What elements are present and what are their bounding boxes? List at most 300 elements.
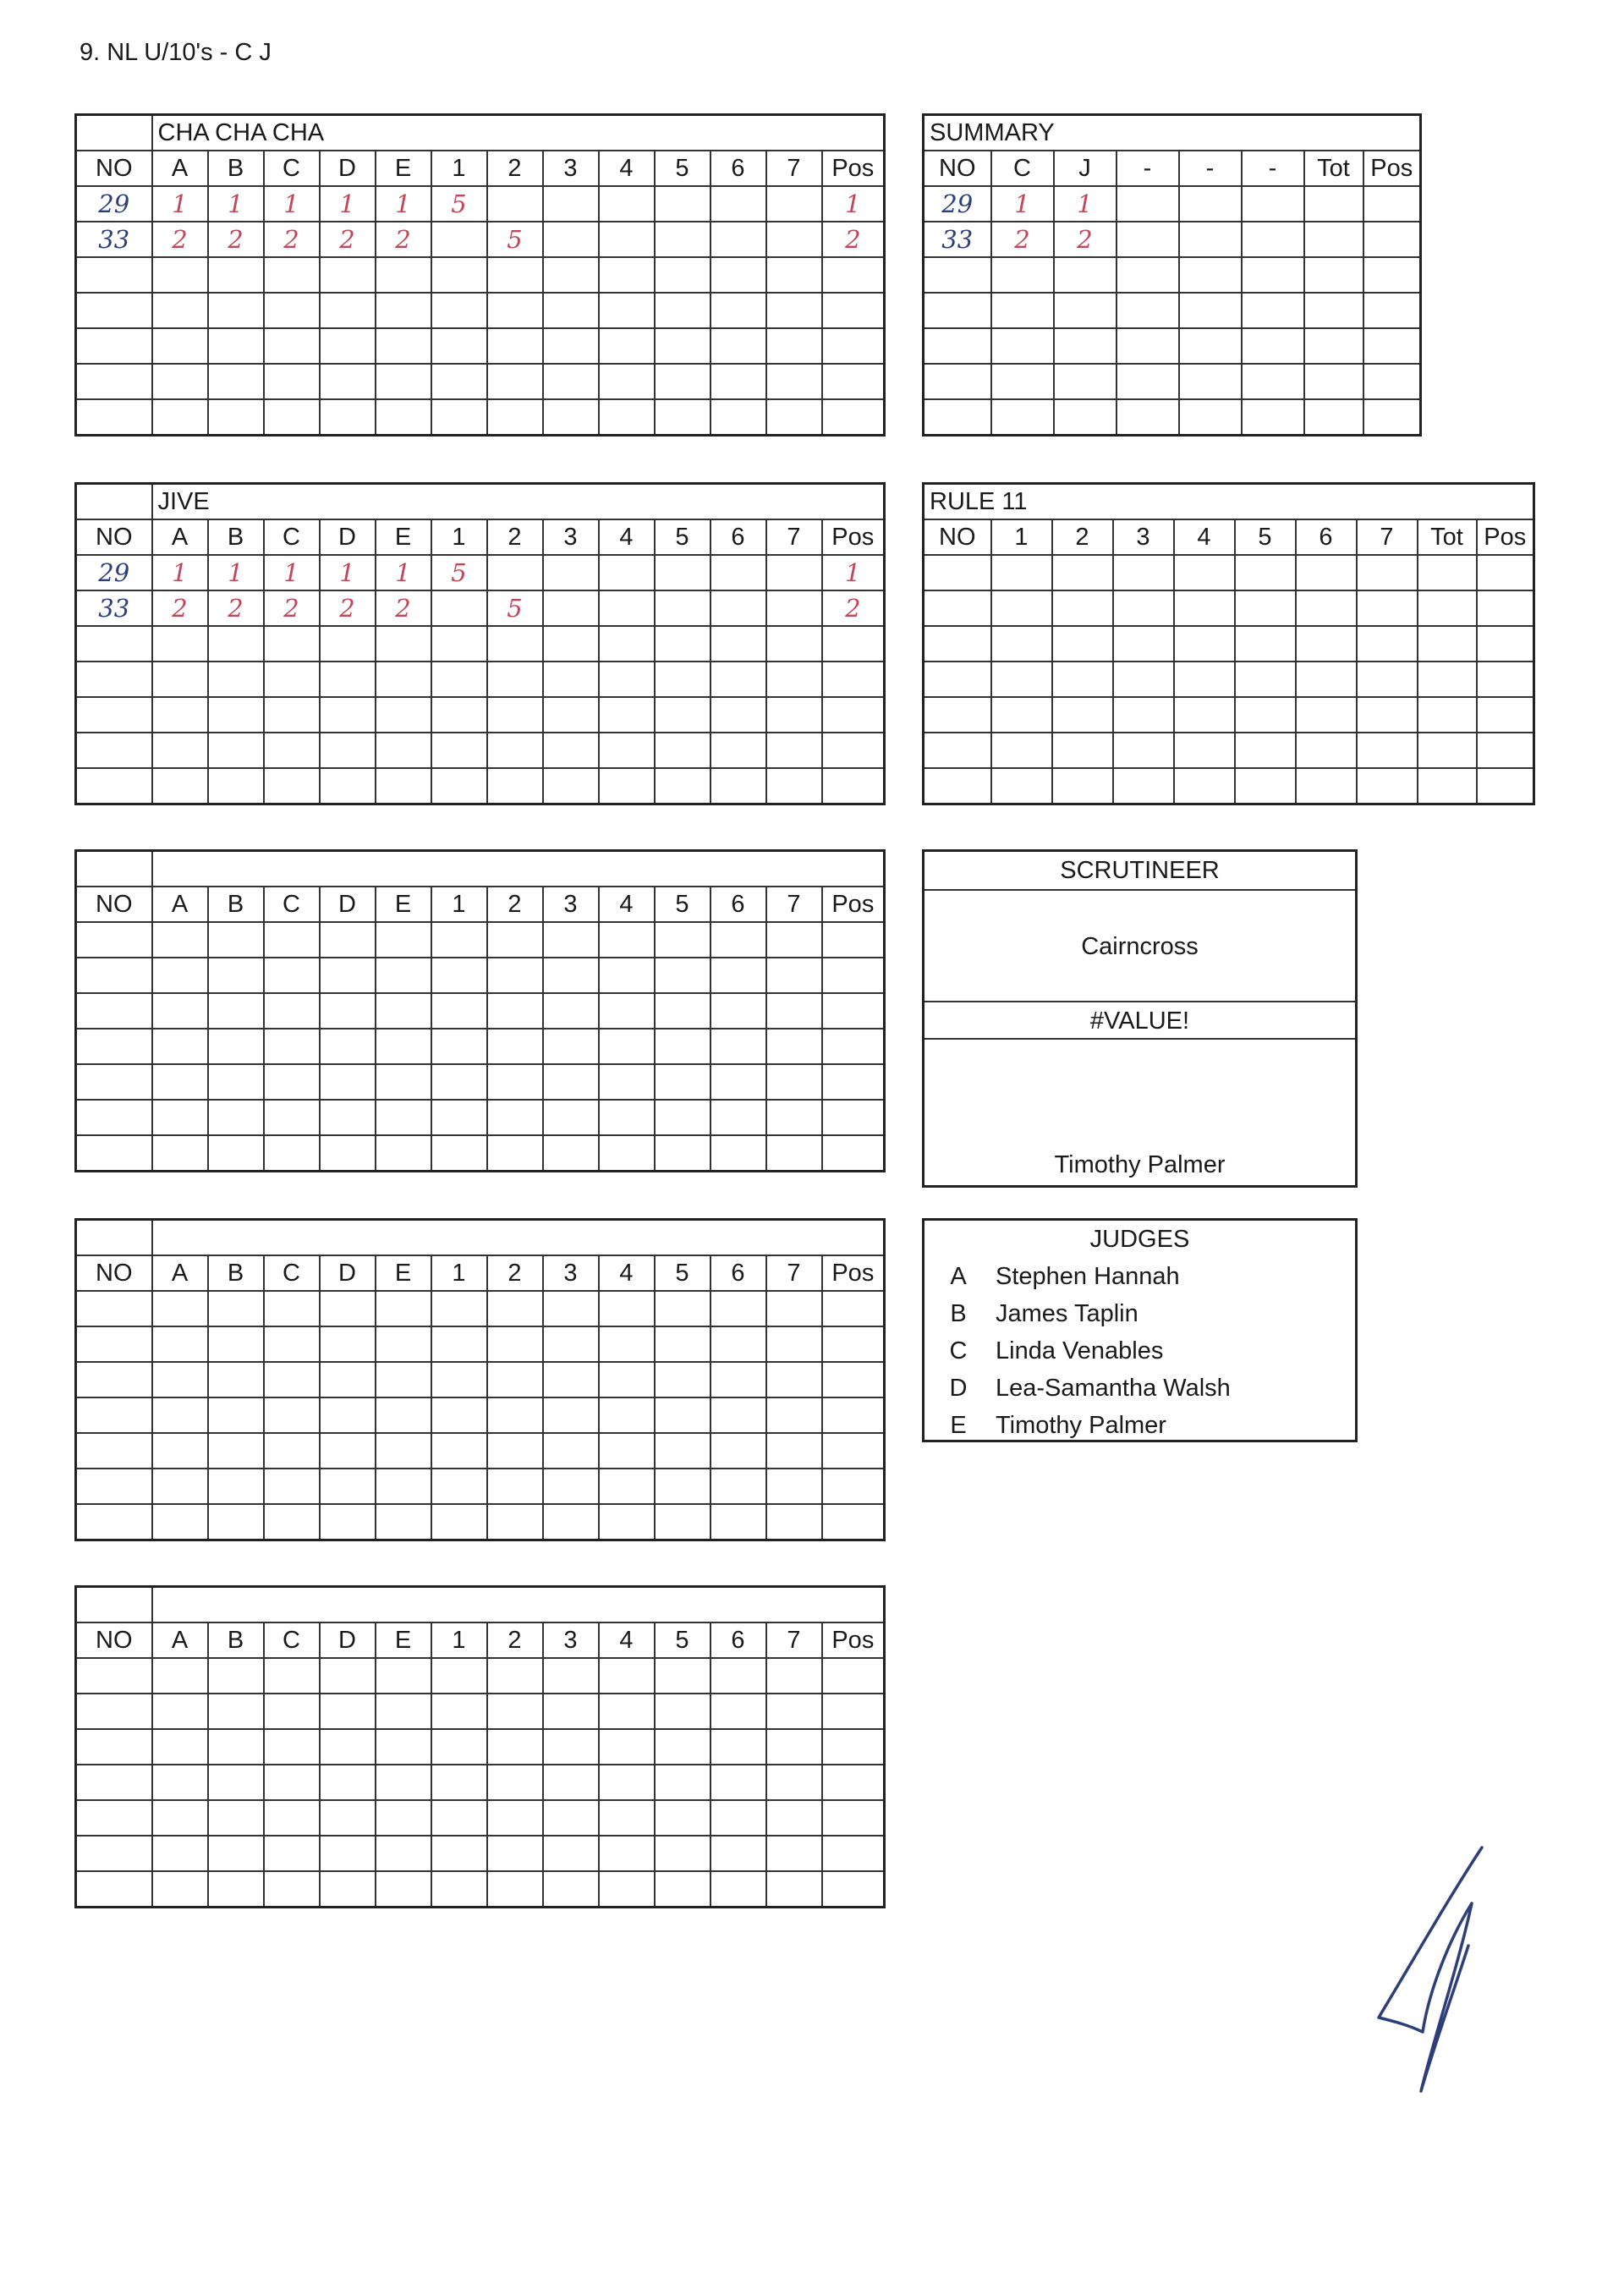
header-cell: Pos (822, 1255, 885, 1291)
score-cell (264, 1694, 320, 1729)
summary-cell (1242, 364, 1304, 399)
score-cell (655, 1836, 710, 1871)
score-cell (76, 662, 152, 697)
table-row (76, 733, 885, 768)
score-cell (376, 1291, 431, 1326)
page-title: 9. NL U/10's - C J (80, 39, 272, 66)
score-cell (655, 186, 710, 222)
table-row (76, 626, 885, 662)
rule11-cell (1052, 697, 1113, 733)
header-cell: A (152, 887, 208, 922)
header-cell: - (1116, 151, 1179, 186)
score-cell (264, 293, 320, 328)
score-cell (264, 626, 320, 662)
header-cell: NO (924, 151, 991, 186)
score-cell (599, 1658, 655, 1694)
score-cell (655, 922, 710, 958)
table-row (924, 222, 1421, 257)
header-cell: 2 (487, 151, 543, 186)
score-cell (599, 1469, 655, 1504)
score-cell (76, 1397, 152, 1433)
score-cell (76, 1871, 152, 1908)
scrutineer-title: SCRUTINEER (924, 852, 1355, 891)
score-cell (76, 1326, 152, 1362)
table-row (76, 328, 885, 364)
rule11-title: RULE 11 (924, 484, 1534, 520)
score-cell (376, 1029, 431, 1064)
summary-cell (1116, 328, 1179, 364)
score-cell (543, 1326, 599, 1362)
score-cell (320, 626, 376, 662)
header-cell: C (264, 1622, 320, 1658)
score-cell (264, 328, 320, 364)
score-cell (710, 590, 766, 626)
score-cell (487, 922, 543, 958)
score-cell (599, 364, 655, 399)
header-cell: D (320, 887, 376, 922)
header-cell: Pos (822, 1622, 885, 1658)
rule11-cell (1113, 626, 1174, 662)
score-cell (655, 662, 710, 697)
score-cell (487, 626, 543, 662)
score-cell (152, 1469, 208, 1504)
score-cell (599, 958, 655, 993)
score-cell (543, 293, 599, 328)
header-cell: E (376, 1255, 431, 1291)
score-cell: 2 (822, 222, 885, 257)
score-cell (76, 1135, 152, 1172)
score-cell (655, 1433, 710, 1469)
score-cell (320, 1729, 376, 1765)
score-cell (431, 1729, 487, 1765)
rule11-title-row (924, 484, 1534, 520)
summary-title: SUMMARY (924, 115, 1421, 151)
score-cell (264, 1836, 320, 1871)
header-cell: 5 (655, 1622, 710, 1658)
score-cell (431, 1765, 487, 1800)
score-cell (487, 768, 543, 804)
score-cell (320, 1362, 376, 1397)
score-cell (152, 1100, 208, 1135)
score-cell (487, 993, 543, 1029)
summary-cell (1363, 186, 1421, 222)
score-cell (320, 697, 376, 733)
score-cell (543, 1504, 599, 1540)
score-cell (766, 626, 822, 662)
header-cell: B (208, 151, 264, 186)
judges-list (924, 1258, 1355, 1444)
score-cell (376, 958, 431, 993)
score-cell (376, 1469, 431, 1504)
scrutineer-box (922, 849, 1358, 1188)
rule11-cell (1418, 697, 1477, 733)
score-cell (487, 697, 543, 733)
score-cell (710, 1433, 766, 1469)
header-cell: D (320, 519, 376, 555)
rule11-cell (1296, 768, 1357, 804)
table-row (76, 1469, 885, 1504)
score-cell (655, 626, 710, 662)
score-cell (431, 222, 487, 257)
rule11-cell (1052, 768, 1113, 804)
score-cell (766, 958, 822, 993)
score-cell (487, 1135, 543, 1172)
score-cell (822, 1836, 885, 1871)
score-cell (543, 697, 599, 733)
score-cell (655, 1029, 710, 1064)
score-cell (376, 733, 431, 768)
score-cell (766, 1397, 822, 1433)
score-cell (208, 1729, 264, 1765)
score-cell (543, 1765, 599, 1800)
score-cell: 1 (376, 186, 431, 222)
score-cell (710, 1800, 766, 1836)
dance-title (152, 1587, 885, 1623)
summary-cell (924, 257, 991, 293)
score-cell (543, 993, 599, 1029)
judges-box (922, 1218, 1358, 1442)
score-cell (264, 1658, 320, 1694)
score-cell (376, 993, 431, 1029)
table-row (924, 626, 1534, 662)
table-row (76, 1397, 885, 1433)
header-cell: 6 (710, 519, 766, 555)
score-cell (710, 768, 766, 804)
score-cell (264, 1326, 320, 1362)
summary-cell (1116, 364, 1179, 399)
table-row (76, 768, 885, 804)
dance-title-spacer (76, 1587, 152, 1623)
score-cell (822, 733, 885, 768)
header-cell: 1 (431, 1622, 487, 1658)
header-cell: 6 (710, 1255, 766, 1291)
header-cell: Tot (1304, 151, 1363, 186)
score-cell (320, 1469, 376, 1504)
score-cell (543, 1694, 599, 1729)
table-row (924, 257, 1421, 293)
score-cell (487, 1397, 543, 1433)
score-cell (543, 1397, 599, 1433)
score-cell (766, 1064, 822, 1100)
score-cell (431, 1694, 487, 1729)
judge-name: James Taplin (996, 1300, 1138, 1327)
summary-cell (1179, 293, 1242, 328)
rule11-cell (1235, 662, 1296, 697)
judge-letter: D (949, 1375, 968, 1402)
table-row (924, 186, 1421, 222)
score-cell (543, 222, 599, 257)
header-cell: B (208, 519, 264, 555)
dance-title-spacer (76, 1220, 152, 1256)
score-cell (152, 1326, 208, 1362)
score-cell (822, 1765, 885, 1800)
score-cell (264, 1504, 320, 1540)
score-cell (822, 399, 885, 436)
score-cell (766, 364, 822, 399)
rule11-cell (1113, 768, 1174, 804)
score-cell (655, 222, 710, 257)
header-cell: 2 (487, 519, 543, 555)
score-cell (822, 328, 885, 364)
score-cell (208, 958, 264, 993)
dance-header-row (76, 151, 885, 186)
score-cell (264, 1765, 320, 1800)
rule11-cell (1477, 733, 1534, 768)
score-cell (264, 1871, 320, 1908)
dance-header-row (76, 887, 885, 922)
dance-title-spacer (76, 484, 152, 520)
dance-table (74, 849, 886, 1172)
header-cell: D (320, 1255, 376, 1291)
score-cell (655, 733, 710, 768)
judge-row (924, 1332, 1355, 1370)
score-cell (264, 958, 320, 993)
rule11-cell (1113, 662, 1174, 697)
score-cell: 2 (264, 222, 320, 257)
dance-title-row (76, 851, 885, 887)
score-cell: 1 (264, 555, 320, 590)
score-cell (431, 399, 487, 436)
summary-cell (1242, 222, 1304, 257)
summary-cell (991, 399, 1054, 436)
score-cell (710, 364, 766, 399)
score-cell (431, 1433, 487, 1469)
rule11-cell (1357, 590, 1418, 626)
score-cell (822, 293, 885, 328)
score-cell (208, 1800, 264, 1836)
dance-title (152, 1220, 885, 1256)
score-cell (376, 257, 431, 293)
score-cell (822, 1504, 885, 1540)
rule11-cell (1174, 697, 1235, 733)
score-cell (152, 399, 208, 436)
score-cell (599, 1433, 655, 1469)
summary-cell (991, 293, 1054, 328)
score-cell (152, 1658, 208, 1694)
table-row (76, 1729, 885, 1765)
score-cell (766, 555, 822, 590)
score-cell: 33 (76, 590, 152, 626)
score-cell (76, 626, 152, 662)
header-cell: Pos (1363, 151, 1421, 186)
score-cell (152, 958, 208, 993)
table-row (76, 1291, 885, 1326)
score-cell (431, 1504, 487, 1540)
rule11-cell (1418, 733, 1477, 768)
score-cell (152, 993, 208, 1029)
score-cell (152, 922, 208, 958)
score-cell (76, 1729, 152, 1765)
header-cell: 1 (431, 1255, 487, 1291)
score-cell (320, 993, 376, 1029)
score-cell (376, 1100, 431, 1135)
score-cell (320, 662, 376, 697)
table-row (76, 922, 885, 958)
header-cell: C (264, 151, 320, 186)
score-cell (822, 1100, 885, 1135)
header-cell: 2 (487, 1622, 543, 1658)
score-cell (264, 1362, 320, 1397)
rule11-cell (1477, 590, 1534, 626)
score-cell (208, 1291, 264, 1326)
rule11-cell (1235, 590, 1296, 626)
score-cell (264, 1729, 320, 1765)
header-cell: NO (76, 1255, 152, 1291)
summary-cell (1304, 399, 1363, 436)
header-cell: E (376, 151, 431, 186)
rule11-cell (1113, 590, 1174, 626)
score-cell (487, 1729, 543, 1765)
score-cell (599, 1765, 655, 1800)
score-cell (320, 922, 376, 958)
score-cell (208, 626, 264, 662)
rule11-cell (1235, 555, 1296, 590)
summary-cell (1054, 328, 1116, 364)
score-cell (376, 1800, 431, 1836)
score-cell (376, 626, 431, 662)
score-cell (376, 1326, 431, 1362)
score-cell: 1 (152, 555, 208, 590)
score-cell (76, 328, 152, 364)
score-cell (710, 1765, 766, 1800)
score-cell (431, 1029, 487, 1064)
score-cell (431, 1871, 487, 1908)
score-cell (710, 1469, 766, 1504)
rule11-header-row (924, 519, 1534, 555)
score-cell (766, 1694, 822, 1729)
table-row (76, 697, 885, 733)
rule11-cell (1357, 662, 1418, 697)
score-cell (766, 922, 822, 958)
score-cell (543, 1029, 599, 1064)
score-cell (766, 1765, 822, 1800)
header-cell: C (264, 1255, 320, 1291)
header-cell: 7 (766, 151, 822, 186)
score-cell (264, 1800, 320, 1836)
score-cell (766, 293, 822, 328)
summary-cell (991, 257, 1054, 293)
header-cell: A (152, 151, 208, 186)
dance-header-row (76, 519, 885, 555)
rule11-cell (924, 768, 991, 804)
score-cell (487, 257, 543, 293)
rule11-cell (1357, 768, 1418, 804)
score-cell (710, 626, 766, 662)
rule11-cell (1235, 626, 1296, 662)
score-cell (487, 1658, 543, 1694)
header-cell: NO (76, 151, 152, 186)
score-cell (208, 1029, 264, 1064)
summary-cell (1242, 293, 1304, 328)
score-cell (655, 768, 710, 804)
score-cell (543, 733, 599, 768)
header-cell: 6 (710, 887, 766, 922)
score-cell (599, 662, 655, 697)
summary-cell: 29 (924, 186, 991, 222)
summary-cell: 2 (1054, 222, 1116, 257)
score-cell (655, 364, 710, 399)
rule11-cell (1477, 626, 1534, 662)
score-cell (264, 1029, 320, 1064)
dance-table (74, 113, 886, 436)
score-cell: 29 (76, 555, 152, 590)
score-cell (376, 1871, 431, 1908)
rule11-cell (1418, 662, 1477, 697)
score-cell (487, 1362, 543, 1397)
header-cell: 5 (655, 519, 710, 555)
header-cell: 1 (991, 519, 1052, 555)
score-cell (655, 1729, 710, 1765)
header-cell: C (991, 151, 1054, 186)
score-cell (487, 186, 543, 222)
score-cell (376, 1836, 431, 1871)
header-cell: Pos (822, 519, 885, 555)
score-cell (320, 1836, 376, 1871)
score-cell (655, 590, 710, 626)
score-cell (543, 1135, 599, 1172)
score-cell (431, 1469, 487, 1504)
score-cell (320, 1397, 376, 1433)
score-cell (655, 1694, 710, 1729)
judges-title: JUDGES (1089, 1226, 1190, 1253)
score-cell (655, 257, 710, 293)
score-cell (822, 1326, 885, 1362)
score-cell (431, 662, 487, 697)
rule11-cell (991, 555, 1052, 590)
judge-name: Linda Venables (996, 1337, 1164, 1364)
score-cell (543, 257, 599, 293)
table-row (924, 293, 1421, 328)
summary-cell (1054, 293, 1116, 328)
score-cell (766, 328, 822, 364)
table-row (924, 662, 1534, 697)
score-cell (431, 993, 487, 1029)
score-cell (822, 768, 885, 804)
score-cell (655, 697, 710, 733)
score-cell (822, 257, 885, 293)
score-cell (710, 993, 766, 1029)
score-cell (208, 364, 264, 399)
header-cell: NO (924, 519, 991, 555)
score-cell: 5 (487, 590, 543, 626)
score-cell (208, 768, 264, 804)
score-cell (710, 1064, 766, 1100)
score-cell (543, 555, 599, 590)
score-cell (599, 1064, 655, 1100)
score-cell (152, 364, 208, 399)
score-cell (431, 697, 487, 733)
signature (1370, 1844, 1497, 2098)
header-cell: 4 (599, 887, 655, 922)
rule11-cell (991, 733, 1052, 768)
score-cell (710, 257, 766, 293)
summary-cell (1116, 293, 1179, 328)
dance-title-spacer (76, 851, 152, 887)
dance-title: JIVE (152, 484, 885, 520)
header-cell: 2 (1052, 519, 1113, 555)
header-cell: 4 (599, 519, 655, 555)
score-cell: 5 (431, 186, 487, 222)
score-cell (376, 328, 431, 364)
score-cell: 1 (208, 186, 264, 222)
score-cell (152, 1135, 208, 1172)
summary-cell (1054, 399, 1116, 436)
summary-cell (991, 364, 1054, 399)
score-cell (543, 1064, 599, 1100)
score-cell (208, 257, 264, 293)
rule11-cell (924, 555, 991, 590)
header-cell: 4 (599, 151, 655, 186)
